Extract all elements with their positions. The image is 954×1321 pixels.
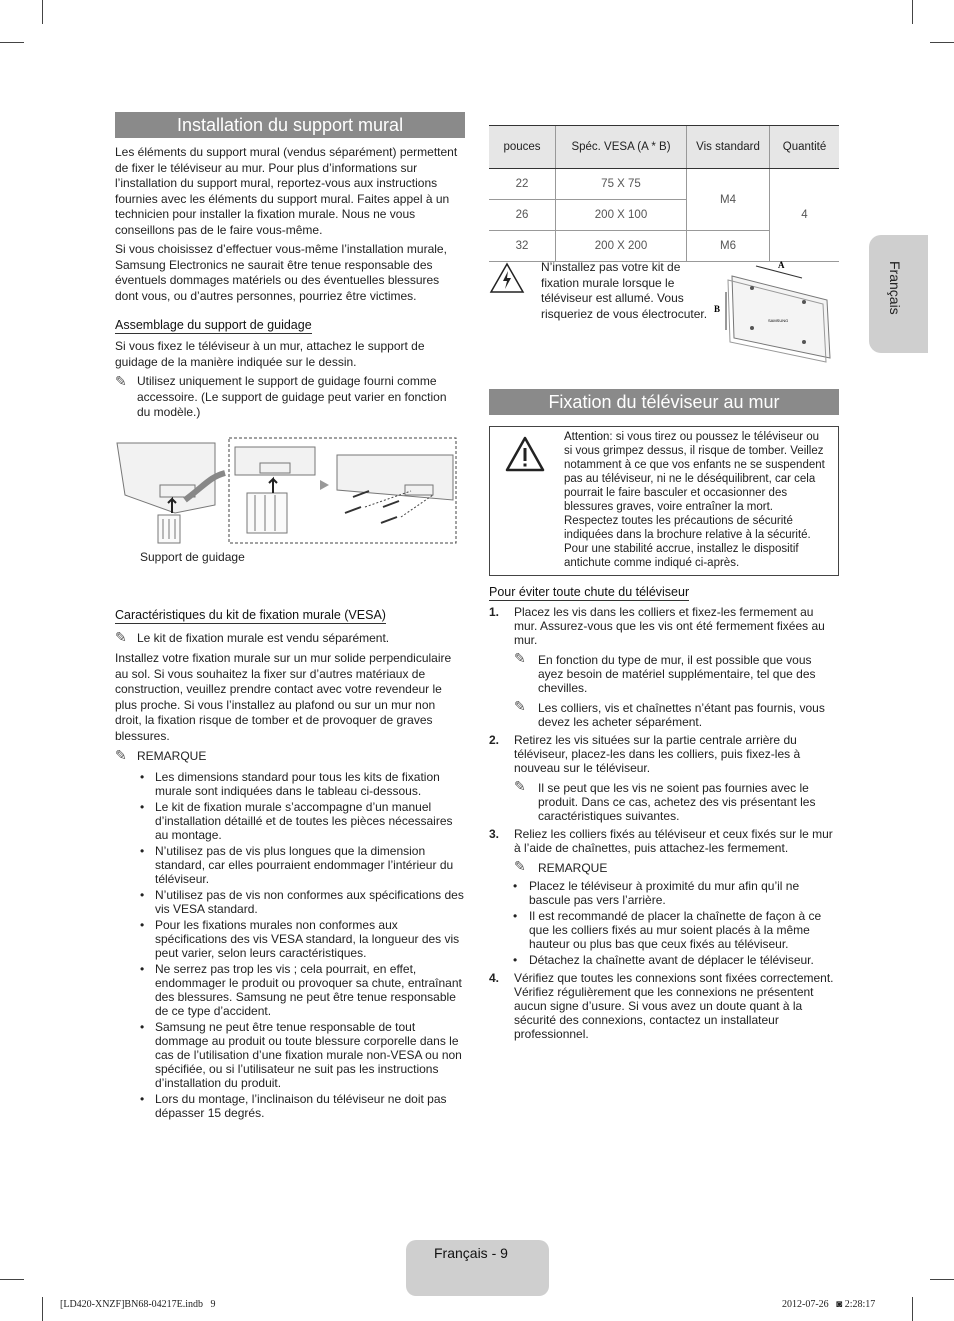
- pencil-note-icon: ✎: [115, 747, 127, 763]
- table-cell: M4: [687, 169, 770, 231]
- vesa-dimension-diagram: [712, 258, 840, 370]
- remark-heading: ✎ REMARQUE: [514, 858, 608, 875]
- table-cell: 26: [489, 200, 556, 231]
- table-header: Vis standard: [687, 126, 770, 169]
- vesa-remark-list: [115, 770, 465, 1122]
- electric-shock-icon: [489, 262, 525, 294]
- step-item: 2. Retirez les vis situées sur la partie centrale arrière du téléviseur, placez-les dans les colliers, puis fixez-les à nouveau sur le téléviseur. ✎ Il se peut que les vis ne soient pas fournies avec le produit. Dans ce cas, achetez des vis présentant les caractéristiques suivantes.: [489, 733, 839, 823]
- guide-note: ✎ Utilisez uniquement le support de guidage fourni comme accessoire. (Le support de guidage peut varier en fonction du modèle.): [115, 373, 447, 420]
- section-title-wall-mount: Installation du support mural: [115, 112, 465, 138]
- vesa-subheading: Caractéristiques du kit de fixation murale (VESA): [115, 608, 386, 622]
- list-item: • Placez le téléviseur à proximité du mur afin qu’il ne bascule pas vers l’arrière.: [513, 879, 800, 907]
- table-header: Spéc. VESA (A * B): [556, 126, 687, 169]
- table-cell: 22: [489, 169, 556, 200]
- table-cell: 75 X 75: [556, 169, 687, 200]
- list-item: • N’utilisez pas de vis plus longues que la dimension standard, car elles pourraient endommager l’intérieur du téléviseur.: [140, 844, 454, 886]
- shock-warning-text: N’installez pas votre kit de fixation murale lorsque le téléviseur est allumé. Vous risqueriez de vous électrocuter.: [541, 260, 708, 321]
- crop-mark: [0, 42, 24, 43]
- guide-bracket-illustration: [115, 435, 460, 550]
- step-note: ✎ En fonction du type de mur, il est possible que vous ayez besoin de matériel supplémentaire, tel que des chevilles.: [514, 650, 816, 695]
- pencil-note-icon: ✎: [514, 698, 526, 714]
- page-number-label: Français - 9: [434, 1245, 508, 1261]
- step3-remark-list: [489, 879, 839, 967]
- table-cell: 200 X 200: [556, 231, 687, 262]
- guide-caption: Support de guidage: [140, 550, 245, 564]
- crop-mark: [42, 0, 43, 24]
- table-cell: 200 X 100: [556, 200, 687, 231]
- vesa-note: ✎ Le kit de fixation murale est vendu séparément.: [115, 629, 390, 645]
- list-item: • Il est recommandé de placer la chaînette de façon à ce que les colliers fixés au mur soient placés à la même hauteur ou plus bas que ceux fixés au téléviseur.: [513, 909, 822, 951]
- pencil-note-icon: ✎: [115, 373, 127, 389]
- crop-mark: [930, 1279, 954, 1280]
- step-note: ✎ Les colliers, vis et chaînettes n’étant pas fournis, vous devez les acheter séparément.: [514, 698, 825, 729]
- pencil-note-icon: ✎: [514, 778, 526, 794]
- step-item: 4. Vérifiez que toutes les connexions sont fixées correctement. Vérifiez régulièrement que les connexions ne présentent aucun signe d’usure. Si vous avez un doute quant à la sécurité des connexions, contactez un installateur professionnel.: [489, 971, 834, 1041]
- dimension-label-a: A: [778, 260, 785, 270]
- table-header: pouces: [489, 126, 556, 169]
- table-row: [489, 169, 839, 200]
- pencil-note-icon: ✎: [514, 650, 526, 666]
- language-side-tab-label: Français: [887, 261, 903, 315]
- table-cell: 4: [770, 169, 840, 262]
- fall-prevention-steps: [489, 605, 839, 1045]
- vesa-table: [489, 125, 839, 262]
- table-header: Quantité: [770, 126, 840, 169]
- attention-box: [489, 426, 839, 576]
- pencil-note-icon: ✎: [514, 858, 526, 874]
- step-item: 3. Reliez les colliers fixés au téléviseur et ceux fixés sur le mur à l’aide de chaînettes, puis attachez-les fermement. ✎ REMARQUE • Placez le téléviseur à proximité du mur afin qu’il ne bascule pas vers l’arrière. • Il est recommandé de placer la chaînette de façon à ce que les colliers fixés au mur soient placés à la même hauteur ou plus bas que ceux fixés au téléviseur. • Détachez la chaînette avant de déplacer le téléviseur.: [489, 827, 839, 967]
- guide-subheading: Assemblage du support de guidage: [115, 318, 312, 332]
- vesa-paragraph: Installez votre fixation murale sur un mur solide perpendiculaire au sol. Si vous souhaitez la fixer sur d’autres matériaux de construction, veuillez prendre contact avec votre revendeur le plus proche. Si vous l’installez au plafond ou sur un mur non droit, la fixation risque de tomber et de provoquer de graves blessures.: [115, 651, 452, 743]
- footer-file-info: [LD420-XNZF]BN68-04217E.indb 9: [60, 1299, 216, 1310]
- attention-text: Attention: si vous tirez ou poussez le téléviseur ou si vous grimpez dessus, il risque de tomber. Veillez notamment à ce que vos enfants ne se suspendent pas au téléviseur, ni ne le déséquilibrent, car cela pourrait le faire basculer et occasionner des blessures graves, voire entraîner la mort. Respectez toutes les précautions de sécurité indiquées dans la brochure relative à la sécurité. Pour une stabilité accrue, installez le dispositif antichute comme indiqué ci-après.: [564, 431, 825, 569]
- table-header-row: [489, 126, 839, 169]
- list-item: • Ne serrez pas trop les vis ; cela pourrait, en effet, endommager le produit ou provoquer sa chute, entraînant des blessures. Samsung ne peut être tenue responsable de ce type d’accident.: [140, 962, 462, 1018]
- section-title-wall-fixing: Fixation du téléviseur au mur: [489, 389, 839, 415]
- list-item: • Pour les fixations murales non conformes aux spécifications des vis VESA standard, la longueur des vis peut varier, selon leurs caractéristiques.: [140, 918, 460, 960]
- pencil-note-icon: ✎: [115, 629, 127, 645]
- dimension-label-b: B: [714, 304, 721, 314]
- crop-mark: [42, 1297, 43, 1321]
- warning-triangle-icon: [504, 435, 546, 473]
- language-side-tab: [869, 235, 928, 353]
- remark-heading: ✎ REMARQUE: [115, 747, 207, 763]
- list-item: • Lors du montage, l’inclinaison du téléviseur ne doit pas dépasser 15 degrés.: [140, 1092, 447, 1120]
- list-item: • Détachez la chaînette avant de déplacer le téléviseur.: [513, 953, 814, 967]
- crop-mark: [930, 42, 954, 43]
- list-item: • Les dimensions standard pour tous les kits de fixation murale sont indiquées dans le tableau ci-dessous.: [140, 770, 440, 798]
- crop-mark: [0, 1279, 24, 1280]
- crop-mark: [912, 1297, 913, 1321]
- page-number-pill: [406, 1240, 549, 1296]
- table-cell: 32: [489, 231, 556, 262]
- list-item: • Le kit de fixation murale s’accompagne d’un manuel d’installation détaillé et de toutes les pièces nécessaires au montage.: [140, 800, 453, 842]
- intro-paragraph-1: Les éléments du support mural (vendus séparément) permettent de fixer le téléviseur au mur. Pour plus d’informations sur l’installation du support mural, reportez-vous aux instructions fournies avec les éléments du support mural. Faites appel à un technicien pour installer la fixation murale. Nous ne vous conseillons pas de le faire vous-même.: [115, 145, 458, 237]
- list-item: • N’utilisez pas de vis non conformes aux spécifications des vis VESA standard.: [140, 888, 464, 916]
- guide-paragraph: Si vous fixez le téléviseur à un mur, attachez le support de guidage de la manière indiquée sur le dessin.: [115, 339, 425, 369]
- brand-logo-text: SAMSUNG: [768, 318, 789, 323]
- intro-paragraph-2: Si vous choisissez d’effectuer vous-même l’installation murale, Samsung Electronics ne saurait être tenue responsable des éventuels dommages matériels ou des éventuelles blessures dont vous, ou d’autres personnes, pourriez être victimes.: [115, 242, 447, 303]
- footer-timestamp: 2012-07-26 ◙ 2:28:17: [782, 1299, 876, 1310]
- crop-mark: [912, 0, 913, 24]
- step-item: 1. Placez les vis dans les colliers et fixez-les fermement au mur. Assurez-vous que les vis ont été fermement fixées au mur. ✎ En fonction du type de mur, il est possible que vous ayez besoin de matériel supplémentaire, tel que des chevilles. ✎ Les colliers, vis et chaînettes n’étant pas fournis, vous devez les acheter séparément.: [489, 605, 839, 729]
- list-item: • Samsung ne peut être tenue responsable de tout dommage au produit ou toute blessure corporelle dans le cas de l’utilisation d’une fixation murale non-VESA ou non spécifiée, ou si l’utilisateur ne suit pas les instructions d’installation du produit.: [140, 1020, 462, 1090]
- fall-prevention-subheading: Pour éviter toute chute du téléviseur: [489, 585, 690, 599]
- step-note: ✎ Il se peut que les vis ne soient pas fournies avec le produit. Dans ce cas, achetez des vis présentant les caractéristiques suivantes.: [514, 778, 816, 823]
- table-cell: M6: [687, 231, 770, 262]
